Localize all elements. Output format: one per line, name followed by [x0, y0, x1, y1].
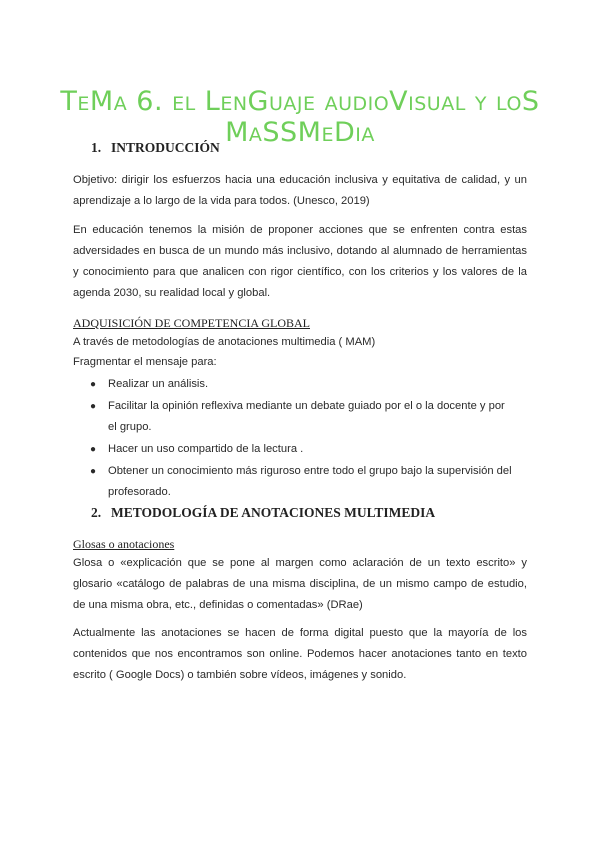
bullet-icon: ● — [90, 401, 97, 412]
section-heading-intro — [91, 140, 220, 156]
section-title: INTRODUCCIÓN — [111, 140, 220, 155]
competence-subheading: ADQUISICIÓN DE COMPETENCIA GLOBAL — [73, 316, 310, 330]
list-item — [73, 374, 513, 395]
list-item-text: Obtener un conocimiento más riguroso entre todo el grupo bajo la supervisión del profesorado. — [108, 465, 512, 498]
bullet-icon: ● — [90, 444, 97, 455]
section-title: METODOLOGÍA DE ANOTACIONES MULTIMEDIA — [111, 505, 436, 520]
objective-paragraph: Objetivo: dirigir los esfuerzos hacia una educación inclusiva y equitativa de calidad, y un aprendizaje a lo largo de la vida para todos. (Unesco, 2019) — [73, 174, 527, 207]
competence-through: A través de metodologías de anotaciones multimedia ( MAM) — [73, 336, 376, 348]
list-item-text: Realizar un análisis. — [108, 378, 209, 390]
glosses-subheading: Glosas o anotaciones — [73, 537, 175, 551]
bullet-icon: ● — [90, 466, 97, 477]
list-item — [73, 396, 513, 438]
section-heading-methodology — [91, 505, 435, 521]
bullet-icon: ● — [90, 379, 97, 390]
intro-paragraph: En educación tenemos la misión de proponer acciones que se enfrenten contra estas adversidades en busca de un mundo más inclusivo, dotando al alumnado de herramientas y conocimiento para que analicen con rigor científico, con los criterios y los valores de la agenda 2030, su realidad local y global. — [73, 224, 527, 299]
section-number: 2. — [91, 505, 102, 520]
list-item — [73, 461, 513, 503]
section-number: 1. — [91, 140, 102, 155]
annotations-paragraph: Actualmente las anotaciones se hacen de forma digital puesto que la mayoría de los contenidos que nos encontramos son online. Podemos hacer anotaciones tanto en texto escrito ( Google Docs) o también sobre vídeos, imágenes y sonido. — [73, 627, 527, 681]
competence-fragment: Fragmentar el mensaje para: — [73, 356, 217, 368]
competence-bullet-list — [73, 374, 513, 504]
glosses-definition: Glosa o «explicación que se pone al margen como aclaración de un texto escrito» y glosario «catálogo de palabras de una misma disciplina, de un mismo campo de estudio, de una misma obra, etc., definidas o comentadas» (DRae) — [73, 557, 527, 611]
list-item-text: Facilitar la opinión reflexiva mediante un debate guiado por el o la docente y por el grupo. — [108, 400, 505, 433]
list-item — [73, 439, 513, 460]
list-item-text: Hacer un uso compartido de la lectura . — [108, 443, 304, 455]
document-title: TeMa 6. el LenGuaje audioVisual y loS MaSSMeDia — [60, 86, 540, 148]
